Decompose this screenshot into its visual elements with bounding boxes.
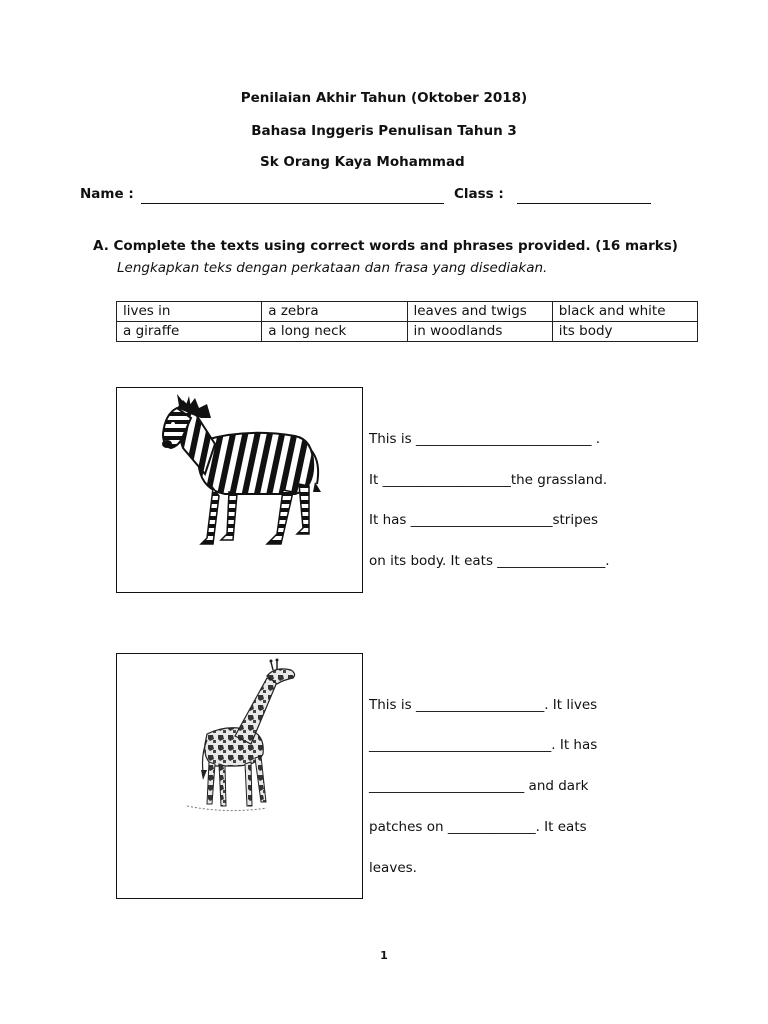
zebra-text-line-3: It has _____________________stripes: [369, 512, 599, 528]
table-cell: a long neck: [262, 322, 407, 342]
page-number: 1: [380, 949, 388, 962]
class-field[interactable]: [517, 203, 651, 204]
giraffe-text-line-4: patches on _____________. It eats: [369, 819, 587, 835]
giraffe-illustration: [117, 654, 362, 898]
zebra-text-line-1: This is __________________________ .: [369, 431, 601, 447]
exam-subject: Bahasa Inggeris Penulisan Tahun 3: [251, 123, 517, 139]
giraffe-text-line-5: leaves.: [369, 860, 417, 876]
school-name: Sk Orang Kaya Mohammad: [260, 154, 465, 170]
table-cell: a zebra: [262, 302, 407, 322]
table-cell: black and white: [552, 302, 697, 322]
name-field[interactable]: [141, 203, 444, 204]
table-cell: its body: [552, 322, 697, 342]
section-a-instruction: A. Complete the texts using correct words and phrases provided. (16 marks): [93, 238, 678, 254]
table-cell: a giraffe: [117, 322, 262, 342]
giraffe-text-line-3: _______________________ and dark: [369, 778, 589, 794]
exam-title: Penilaian Akhir Tahun (Oktober 2018): [240, 90, 528, 106]
table-row: [117, 302, 698, 322]
giraffe-text-line-2: ___________________________. It has: [369, 737, 598, 753]
name-label: Name :: [80, 186, 134, 202]
word-bank-table: [116, 301, 698, 342]
table-cell: lives in: [117, 302, 262, 322]
table-cell: leaves and twigs: [407, 302, 552, 322]
zebra-text-line-2: It ___________________the grassland.: [369, 472, 608, 488]
giraffe-picture-box: [116, 653, 363, 899]
giraffe-text-line-1: This is ___________________. It lives: [369, 697, 598, 713]
table-row: [117, 322, 698, 342]
section-a-instruction-ms: Lengkapkan teks dengan perkataan dan frasa yang disediakan.: [117, 260, 548, 276]
zebra-text-line-4: on its body. It eats ________________.: [369, 553, 610, 569]
zebra-illustration: [117, 388, 362, 592]
zebra-picture-box: [116, 387, 363, 593]
class-label: Class :: [454, 186, 504, 202]
table-cell: in woodlands: [407, 322, 552, 342]
